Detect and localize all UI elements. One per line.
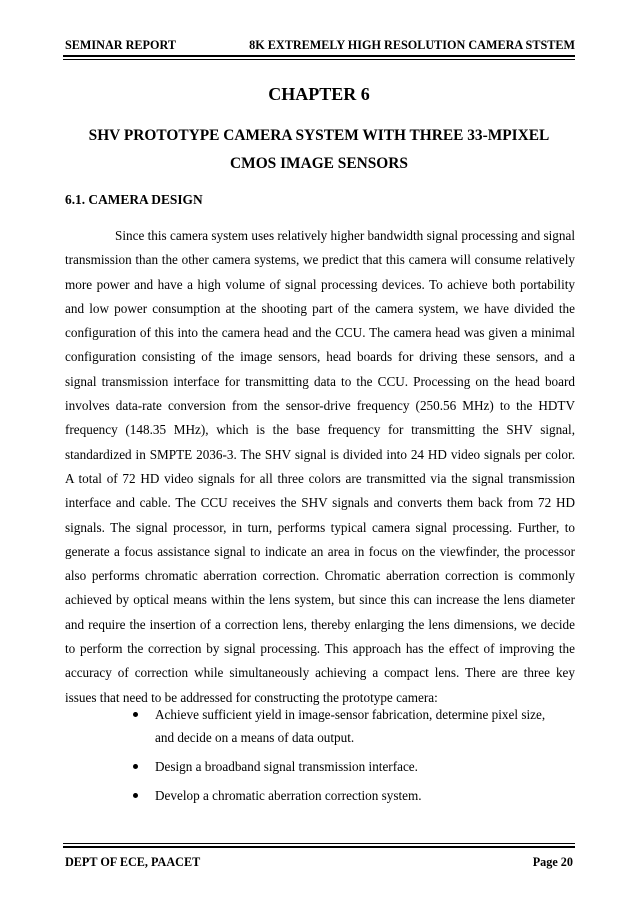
footer-rule-thick xyxy=(63,846,575,848)
body-paragraph xyxy=(65,224,575,710)
list-item xyxy=(155,703,562,749)
list-item-text: Achieve sufficient yield in image-sensor fabrication, determine pixel size, and decide on a means of data output. xyxy=(155,707,546,745)
page-footer xyxy=(63,852,575,872)
header-rule-thick xyxy=(63,55,575,57)
list-item-text: Design a broadband signal transmission interface. xyxy=(155,759,418,774)
chapter-title-line-1: SHV PROTOTYPE CAMERA SYSTEM WITH THREE 33-MPIXEL xyxy=(88,127,550,144)
bullet-list xyxy=(155,703,562,807)
list-item xyxy=(155,784,562,807)
chapter-title xyxy=(70,122,568,178)
body-paragraph-text: Since this camera system uses relatively higher bandwidth signal processing and signal transmission than the other camera systems, we predict that this camera will consume relatively more power and have a high volume of signal processing devices. To achieve both portability and low power consumption at the shooting part of the camera system, we have divided the configuration of this into the camera head and the CCU. The camera head was given a minimal configuration consisting of the image sensors, head boards for driving these sensors, and a signal transmission interface for transmitting data to the CCU. Processing on the head board involves data-rate conversion from the sensor-drive frequency (250.56 MHz) to the HDTV frequency (148.35 MHz), which is the base frequency for transmitting the SHV signal, standardized in SMPTE 2036-3. The SHV signal is divided into 24 HD video signals per color. A total of 72 HD video signals for all three colors are transmitted via the signal transmission interface and cable. The CCU receives the SHV signals and converts them back from 72 HD signals. The signal processor, in turn, performs typical camera signal processing. Further, to generate a focus assistance signal to indicate an area in focus on the viewfinder, the processor also performs chromatic aberration correction. Chromatic aberration correction is commonly achieved by optical means within the lens system, but since this can increase the lens diameter and require the insertion of a correction lens, thereby enlarging the lens dimensions, we decide to perform the correction by signal processing. This approach has the effect of improving the accuracy of correction while simultaneously achieving a compact lens. There are three key issues that need to be addressed for constructing the prototype camera: xyxy=(65,228,575,705)
bullet-icon xyxy=(133,793,138,798)
chapter-heading: CHAPTER 6 xyxy=(268,84,370,104)
page-header xyxy=(63,36,575,56)
bullet-icon xyxy=(133,712,138,717)
footer-left-text: DEPT OF ECE, PAACET xyxy=(65,855,201,869)
chapter-title-line-2: CMOS IMAGE SENSORS xyxy=(230,155,408,172)
list-item-text: Develop a chromatic aberration correction system. xyxy=(155,788,422,803)
header-right-text: 8K EXTREMELY HIGH RESOLUTION CAMERA STSTEM xyxy=(249,38,575,52)
header-left-text: SEMINAR REPORT xyxy=(65,38,176,52)
bullet-icon xyxy=(133,764,138,769)
list-item xyxy=(155,755,562,778)
page-number: Page 20 xyxy=(532,855,573,869)
header-rule-thin xyxy=(63,59,575,60)
footer-rule-thin xyxy=(63,843,575,844)
section-heading: 6.1. CAMERA DESIGN xyxy=(65,192,203,207)
